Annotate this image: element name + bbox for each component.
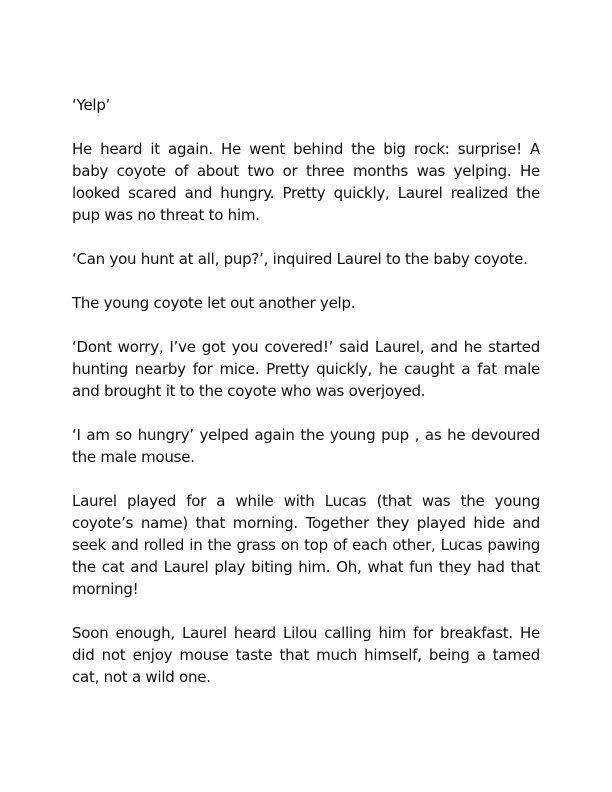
paragraph-can-you-hunt: ‘Can you hunt at all, pup?’, inquired Laurel to the baby coyote.	[72, 250, 528, 268]
paragraph-played-with-lucas: Laurel played for a while with Lucas (that was the young coyote’s name) that morning. Together they played hide and seek and rolled in the grass on top of each other, Lucas pawing the cat and Laurel play biting him. Oh, what fun they had that morning!	[72, 492, 540, 598]
paragraph-breakfast: Soon enough, Laurel heard Lilou calling him for breakfast. He did not enjoy mouse taste that much himself, being a tamed cat, not a wild one.	[72, 624, 540, 686]
document-page	[72, 94, 540, 710]
paragraph-dont-worry: ‘Dont worry, I’ve got you covered!’ said Laurel, and he started hunting nearby for mice. Pretty quickly, he caught a fat male and brought it to the coyote who was overjoyed.	[72, 338, 540, 400]
paragraph-another-yelp: The young coyote let out another yelp.	[72, 294, 356, 312]
paragraph-baby-coyote: He heard it again. He went behind the big rock: surprise! A baby coyote of about two or three months was yelping. He looked scared and hungry. Pretty quickly, Laurel realized the pup was no threat to him.	[72, 140, 540, 224]
paragraph-so-hungry: ‘I am so hungry’ yelped again the young pup , as he devoured the male mouse.	[72, 426, 540, 466]
paragraph-yelp: ‘Yelp’	[72, 96, 111, 114]
